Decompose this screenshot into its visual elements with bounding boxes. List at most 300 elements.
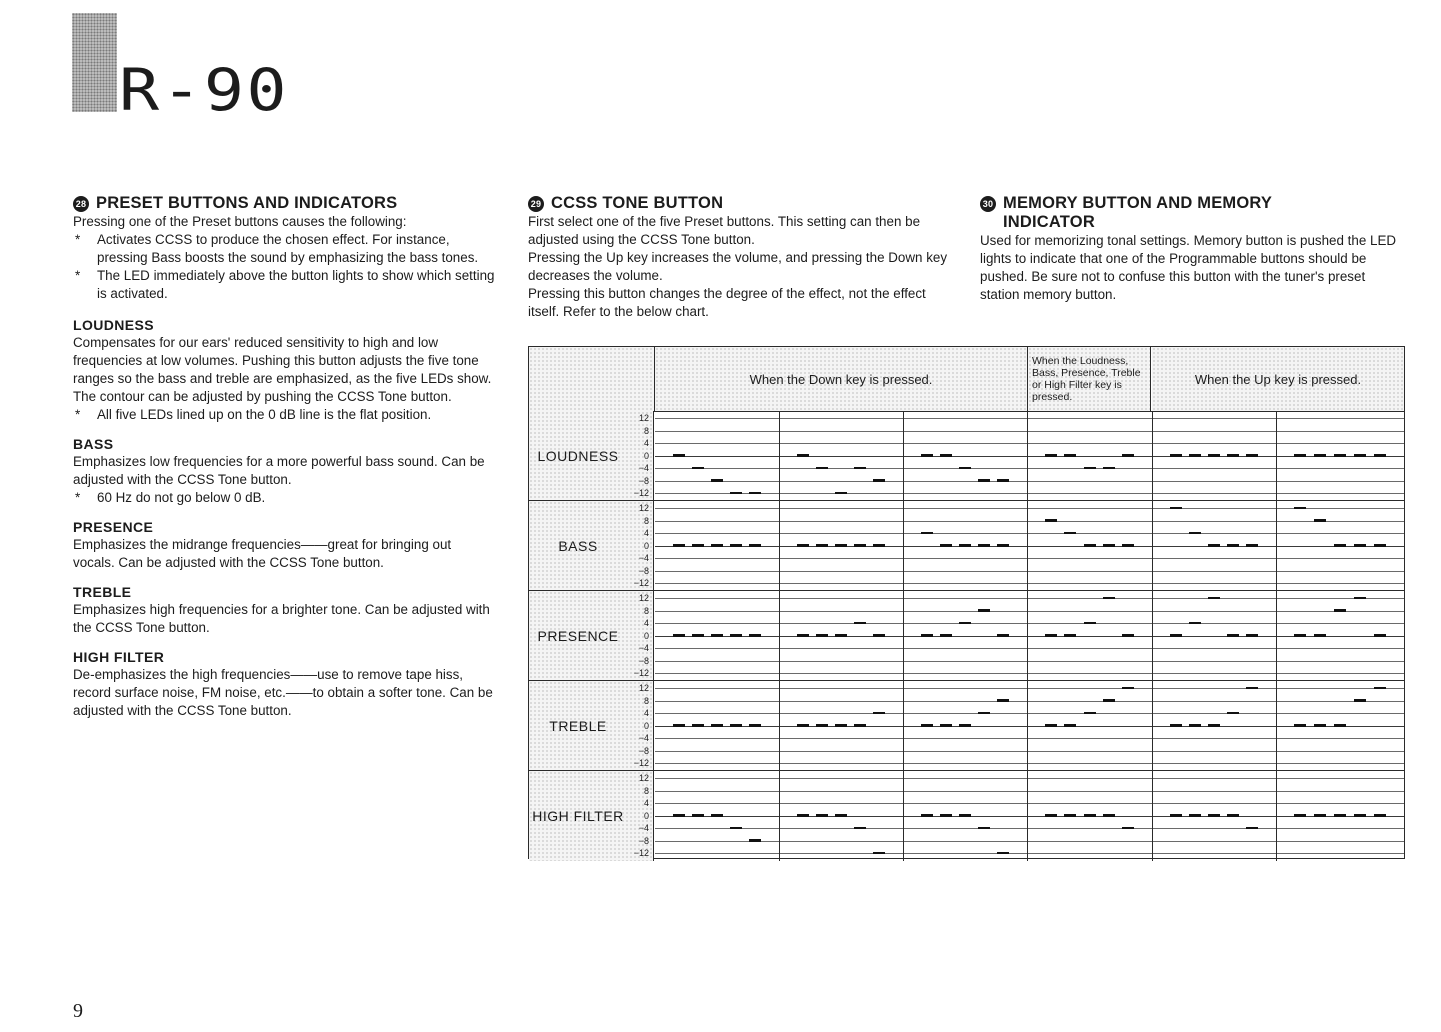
led-level-mark — [1334, 454, 1346, 457]
led-level-mark — [673, 634, 685, 637]
y-tick-labels — [619, 501, 649, 590]
chart-row-presence — [529, 591, 1404, 681]
y-tick-label: 0 — [643, 720, 649, 731]
led-level-mark — [1354, 699, 1366, 702]
chart-header-row — [529, 347, 1404, 412]
led-level-mark — [959, 622, 971, 625]
section-number-30-icon: 30 — [980, 196, 996, 212]
row-label: LOUDNESS — [537, 447, 619, 464]
led-level-mark — [959, 814, 971, 817]
grid-line — [655, 713, 1404, 714]
grid-line — [655, 661, 1404, 662]
led-level-mark — [1084, 467, 1096, 470]
grid-line — [655, 841, 1404, 842]
led-level-mark — [1122, 454, 1134, 457]
bass-text: Emphasizes low frequencies for a more powerful bass sound. Can be adjusted with the CCSS Tone button. — [73, 454, 485, 487]
led-level-mark — [1170, 634, 1182, 637]
preset-heading — [73, 194, 495, 213]
grid-line — [655, 493, 1404, 494]
led-level-mark — [1374, 687, 1386, 690]
row-label-cell — [529, 681, 654, 770]
y-tick-labels — [619, 771, 649, 861]
chart-row-treble — [529, 681, 1404, 771]
y-tick-label: −8 — [638, 745, 649, 756]
led-level-mark — [1064, 532, 1076, 535]
led-level-mark — [1334, 724, 1346, 727]
grid-line — [655, 648, 1404, 649]
led-level-mark — [1064, 634, 1076, 637]
led-level-mark — [1354, 454, 1366, 457]
led-level-mark — [959, 467, 971, 470]
led-level-mark — [1208, 814, 1220, 817]
preset-column — [73, 194, 495, 720]
row-label: BASS — [558, 537, 598, 554]
row-label-cell — [529, 591, 654, 680]
column-divider — [1276, 771, 1277, 861]
led-level-mark — [873, 852, 885, 855]
chart-row-loudness — [529, 411, 1404, 501]
led-level-mark — [816, 544, 828, 547]
led-level-mark — [816, 814, 828, 817]
led-level-mark — [816, 724, 828, 727]
column-divider — [1152, 591, 1153, 680]
y-tick-label: 12 — [638, 593, 649, 603]
column-divider — [1027, 681, 1028, 770]
led-level-mark — [854, 544, 866, 547]
row-label: HIGH FILTER — [532, 808, 624, 824]
led-level-mark — [1103, 544, 1115, 547]
led-level-mark — [1208, 454, 1220, 457]
led-level-mark — [921, 814, 933, 817]
led-level-mark — [978, 712, 990, 715]
led-level-mark — [978, 609, 990, 612]
grid-line — [655, 791, 1404, 792]
led-level-mark — [835, 544, 847, 547]
led-level-mark — [1045, 634, 1057, 637]
column-divider — [903, 771, 904, 861]
led-level-mark — [1122, 544, 1134, 547]
led-level-mark — [1246, 544, 1258, 547]
grid-line — [655, 431, 1404, 432]
grid-line — [655, 688, 1404, 689]
y-tick-label: 12 — [638, 683, 649, 693]
grid-line — [655, 456, 1404, 457]
y-tick-label: 8 — [643, 605, 649, 616]
led-level-mark — [1334, 814, 1346, 817]
column-divider — [1027, 771, 1028, 861]
page-number: 9 — [73, 1000, 83, 1022]
led-level-mark — [1227, 454, 1239, 457]
led-level-mark — [873, 634, 885, 637]
memory-column — [980, 194, 1405, 304]
y-tick-label: −12 — [633, 668, 649, 678]
column-divider — [1152, 411, 1153, 500]
row-plot — [655, 501, 1404, 590]
column-divider — [1152, 681, 1153, 770]
y-tick-labels — [619, 411, 649, 500]
led-level-mark — [1045, 454, 1057, 457]
y-tick-label: 8 — [643, 785, 649, 796]
led-level-mark — [978, 544, 990, 547]
grid-line — [655, 598, 1404, 599]
presence-heading: PRESENCE — [73, 519, 154, 535]
column-divider — [1276, 591, 1277, 680]
led-level-mark — [835, 492, 847, 495]
y-tick-label: −12 — [633, 848, 649, 858]
led-level-mark — [940, 544, 952, 547]
column-divider — [903, 411, 904, 500]
y-tick-label: −12 — [633, 488, 649, 498]
led-level-mark — [940, 634, 952, 637]
led-level-mark — [730, 634, 742, 637]
led-level-mark — [711, 814, 723, 817]
y-tick-label: 4 — [643, 618, 649, 628]
led-level-mark — [1045, 814, 1057, 817]
led-level-mark — [673, 724, 685, 727]
led-level-mark — [797, 724, 809, 727]
led-level-mark — [692, 814, 704, 817]
y-tick-label: 4 — [643, 528, 649, 538]
y-tick-label: 0 — [643, 810, 649, 821]
led-level-mark — [1189, 532, 1201, 535]
led-level-mark — [1170, 724, 1182, 727]
led-level-mark — [692, 467, 704, 470]
led-level-mark — [835, 814, 847, 817]
y-tick-label: 4 — [643, 708, 649, 718]
grid-line — [655, 443, 1404, 444]
led-level-mark — [1374, 634, 1386, 637]
y-tick-label: −4 — [638, 463, 649, 473]
led-level-mark — [921, 454, 933, 457]
led-level-mark — [797, 634, 809, 637]
led-level-mark — [1227, 814, 1239, 817]
led-level-mark — [1294, 814, 1306, 817]
column-divider — [903, 591, 904, 680]
y-tick-label: 0 — [643, 630, 649, 641]
grid-line — [655, 521, 1404, 522]
led-level-mark — [749, 634, 761, 637]
led-level-mark — [1103, 814, 1115, 817]
led-level-mark — [1189, 454, 1201, 457]
led-level-mark — [692, 544, 704, 547]
ccss-paragraph-3: Pressing this button changes the degree of the effect, not the effect itself. Refer to the below chart. — [528, 286, 926, 319]
column-divider — [1152, 501, 1153, 590]
bass-heading: BASS — [73, 436, 114, 452]
led-level-mark — [816, 467, 828, 470]
led-level-mark — [1122, 827, 1134, 830]
led-level-mark — [1170, 507, 1182, 510]
led-level-mark — [1314, 454, 1326, 457]
column-divider — [903, 681, 904, 770]
led-level-mark — [1227, 544, 1239, 547]
grid-line — [655, 468, 1404, 469]
grid-line — [655, 778, 1404, 779]
row-plot — [655, 591, 1404, 680]
column-divider — [779, 681, 780, 770]
y-tick-label: 12 — [638, 503, 649, 513]
column-divider — [779, 591, 780, 680]
y-tick-label: 12 — [638, 413, 649, 423]
led-level-mark — [730, 544, 742, 547]
led-level-mark — [959, 724, 971, 727]
grid-line — [655, 623, 1404, 624]
led-level-mark — [1122, 687, 1134, 690]
led-level-mark — [1103, 699, 1115, 702]
section-number-28-icon: 28 — [73, 196, 89, 212]
led-level-mark — [1334, 609, 1346, 612]
led-level-mark — [1314, 724, 1326, 727]
y-tick-label: −8 — [638, 475, 649, 486]
led-level-mark — [873, 544, 885, 547]
y-tick-label: −12 — [633, 758, 649, 768]
grid-line — [655, 571, 1404, 572]
led-level-mark — [749, 492, 761, 495]
preset-note-1: * Activates CCSS to produce the chosen effect. For instance, pressing Bass boosts the sound by emphasizing the bass tones. — [73, 231, 495, 267]
led-level-mark — [730, 724, 742, 727]
led-level-mark — [1189, 622, 1201, 625]
led-level-mark — [1374, 814, 1386, 817]
high-filter-text: De-emphasizes the high frequencies——use to remove tape hiss, record surface noise, FM noise, etc.——to obtain a softer tone. Can be adjusted with the CCSS Tone button. — [73, 667, 493, 718]
y-tick-label: 8 — [643, 425, 649, 436]
grid-line — [655, 816, 1404, 817]
led-level-mark — [673, 454, 685, 457]
led-level-mark — [1103, 597, 1115, 600]
y-tick-label: 0 — [643, 540, 649, 551]
led-level-mark — [921, 634, 933, 637]
ccss-paragraph-1: First select one of the five Preset buttons. This setting can then be adjusted using the CCSS Tone button. — [528, 214, 921, 247]
led-level-mark — [940, 454, 952, 457]
led-level-mark — [1334, 544, 1346, 547]
grid-line — [655, 673, 1404, 674]
led-level-mark — [921, 724, 933, 727]
chart-row-high-filter — [529, 771, 1404, 861]
led-level-mark — [1374, 544, 1386, 547]
column-divider — [1027, 501, 1028, 590]
led-level-mark — [1246, 454, 1258, 457]
grid-line — [655, 803, 1404, 804]
led-level-mark — [1294, 634, 1306, 637]
led-level-mark — [1084, 622, 1096, 625]
led-level-mark — [692, 634, 704, 637]
column-divider — [1152, 771, 1153, 861]
led-level-mark — [854, 622, 866, 625]
led-level-mark — [1064, 724, 1076, 727]
led-level-mark — [816, 634, 828, 637]
ccss-title: CCSS TONE BUTTON — [551, 194, 724, 212]
grid-line — [655, 546, 1404, 547]
led-level-mark — [1314, 519, 1326, 522]
down-key-header: When the Down key is pressed. — [655, 347, 1028, 411]
grid-line — [655, 853, 1404, 854]
y-tick-label: −12 — [633, 578, 649, 588]
preset-note-2: * The LED immediately above the button lights to show which setting is activated. — [73, 267, 495, 303]
column-divider — [903, 501, 904, 590]
ccss-tone-chart — [528, 346, 1405, 859]
memory-title-line-2: INDICATOR — [1003, 213, 1095, 231]
grid-line — [655, 636, 1404, 637]
led-level-mark — [854, 467, 866, 470]
logo-pattern-bar — [72, 13, 117, 112]
row-label: PRESENCE — [537, 627, 619, 644]
grid-line — [655, 481, 1404, 482]
led-level-mark — [692, 724, 704, 727]
led-level-mark — [873, 712, 885, 715]
high-filter-heading: HIGH FILTER — [73, 649, 165, 665]
chart-corner-cell — [529, 347, 655, 411]
y-tick-label: 8 — [643, 515, 649, 526]
y-tick-label: −8 — [638, 565, 649, 576]
led-level-mark — [1354, 597, 1366, 600]
column-divider — [779, 771, 780, 861]
led-level-mark — [1294, 724, 1306, 727]
column-divider — [779, 411, 780, 500]
preset-title: PRESET BUTTONS AND INDICATORS — [96, 194, 398, 212]
led-level-mark — [1084, 712, 1096, 715]
led-level-mark — [978, 827, 990, 830]
led-level-mark — [730, 827, 742, 830]
row-plot — [655, 411, 1404, 500]
treble-text: Emphasizes high frequencies for a brighter tone. Can be adjusted with the CCSS Tone button. — [73, 602, 490, 635]
y-tick-label: −8 — [638, 835, 649, 846]
y-tick-label: −8 — [638, 655, 649, 666]
led-level-mark — [1045, 519, 1057, 522]
column-divider — [1276, 411, 1277, 500]
grid-line — [655, 763, 1404, 764]
grid-line — [655, 533, 1404, 534]
led-level-mark — [835, 634, 847, 637]
grid-line — [655, 418, 1404, 419]
led-level-mark — [940, 724, 952, 727]
led-level-mark — [730, 492, 742, 495]
led-level-mark — [997, 699, 1009, 702]
y-tick-label: −4 — [638, 823, 649, 833]
column-divider — [779, 501, 780, 590]
grid-line — [655, 828, 1404, 829]
y-tick-label: 4 — [643, 438, 649, 448]
led-level-mark — [1294, 454, 1306, 457]
y-tick-label: 8 — [643, 695, 649, 706]
grid-line — [655, 558, 1404, 559]
grid-line — [655, 701, 1404, 702]
led-level-mark — [797, 454, 809, 457]
y-tick-labels — [619, 591, 649, 680]
led-level-mark — [997, 852, 1009, 855]
led-level-mark — [854, 724, 866, 727]
row-label-cell — [529, 771, 654, 861]
column-divider — [1027, 411, 1028, 500]
preset-intro: Pressing one of the Preset buttons causes the following: — [73, 214, 407, 229]
led-level-mark — [749, 544, 761, 547]
led-level-mark — [1208, 544, 1220, 547]
led-level-mark — [835, 724, 847, 727]
grid-line — [655, 508, 1404, 509]
led-level-mark — [797, 814, 809, 817]
led-level-mark — [1208, 724, 1220, 727]
led-level-mark — [1045, 724, 1057, 727]
row-plot — [655, 771, 1404, 861]
column-divider — [1027, 591, 1028, 680]
ccss-column — [528, 194, 948, 321]
led-level-mark — [1294, 507, 1306, 510]
led-level-mark — [1374, 454, 1386, 457]
column-divider — [1276, 681, 1277, 770]
led-level-mark — [711, 479, 723, 482]
led-level-mark — [1064, 814, 1076, 817]
led-level-mark — [873, 479, 885, 482]
led-level-mark — [749, 839, 761, 842]
led-level-mark — [673, 544, 685, 547]
column-divider — [1276, 501, 1277, 590]
loudness-heading: LOUDNESS — [73, 317, 154, 333]
memory-text: Used for memorizing tonal settings. Memory button is pushed the LED lights to indicate that one of the Programmable buttons should be pushed. Be sure not to confuse this button with the tuner's preset station memory button. — [980, 233, 1397, 302]
grid-line — [655, 751, 1404, 752]
y-tick-label: 4 — [643, 798, 649, 808]
led-level-mark — [711, 634, 723, 637]
led-level-mark — [711, 724, 723, 727]
y-tick-label: −4 — [638, 733, 649, 743]
led-level-mark — [1170, 454, 1182, 457]
led-level-mark — [921, 532, 933, 535]
led-level-mark — [1246, 687, 1258, 690]
loudness-text: Compensates for our ears' reduced sensitivity to high and low frequencies at low volumes. Pushing this button adjusts the five tone ranges so the bass and treble are emphasized, as the five LEDs show. The contour can be adjusted by pushing the CCSS Tone button. — [73, 335, 492, 404]
led-level-mark — [1170, 814, 1182, 817]
loudness-note: * All five LEDs lined up on the 0 dB line is the flat position. — [73, 406, 495, 424]
memory-heading — [980, 194, 1405, 232]
row-plot — [655, 681, 1404, 770]
ccss-paragraph-2: Pressing the Up key increases the volume, and pressing the Down key decreases the volume. — [528, 250, 948, 283]
grid-line — [655, 738, 1404, 739]
led-level-mark — [1246, 827, 1258, 830]
led-level-mark — [1314, 634, 1326, 637]
led-level-mark — [940, 814, 952, 817]
preset-key-header: When the Loudness, Bass, Presence, Treble or High Filter key is pressed. — [1028, 347, 1151, 411]
grid-line — [655, 611, 1404, 612]
led-level-mark — [1084, 544, 1096, 547]
up-key-header: When the Up key is pressed. — [1152, 347, 1404, 411]
treble-heading: TREBLE — [73, 584, 132, 600]
led-level-mark — [997, 544, 1009, 547]
chart-row-bass — [529, 501, 1404, 591]
led-level-mark — [1246, 634, 1258, 637]
bass-note: * 60 Hz do not go below 0 dB. — [73, 489, 495, 507]
led-level-mark — [711, 544, 723, 547]
led-level-mark — [959, 544, 971, 547]
y-tick-label: 12 — [638, 773, 649, 783]
led-level-mark — [673, 814, 685, 817]
y-tick-label: −4 — [638, 643, 649, 653]
led-level-mark — [1084, 814, 1096, 817]
led-level-mark — [1189, 814, 1201, 817]
led-level-mark — [1122, 634, 1134, 637]
led-level-mark — [1354, 814, 1366, 817]
led-level-mark — [1208, 597, 1220, 600]
grid-line — [655, 583, 1404, 584]
led-level-mark — [997, 479, 1009, 482]
led-level-mark — [1314, 814, 1326, 817]
y-tick-label: 0 — [643, 450, 649, 461]
led-level-mark — [997, 634, 1009, 637]
led-level-mark — [1227, 634, 1239, 637]
led-level-mark — [978, 479, 990, 482]
model-logo: R-90 — [119, 56, 289, 124]
ccss-heading — [528, 194, 948, 213]
y-tick-label: −4 — [638, 553, 649, 563]
preset-notes — [73, 231, 495, 303]
row-label-cell — [529, 501, 654, 590]
grid-line — [655, 726, 1404, 727]
section-number-29-icon: 29 — [528, 196, 544, 212]
led-level-mark — [1189, 724, 1201, 727]
